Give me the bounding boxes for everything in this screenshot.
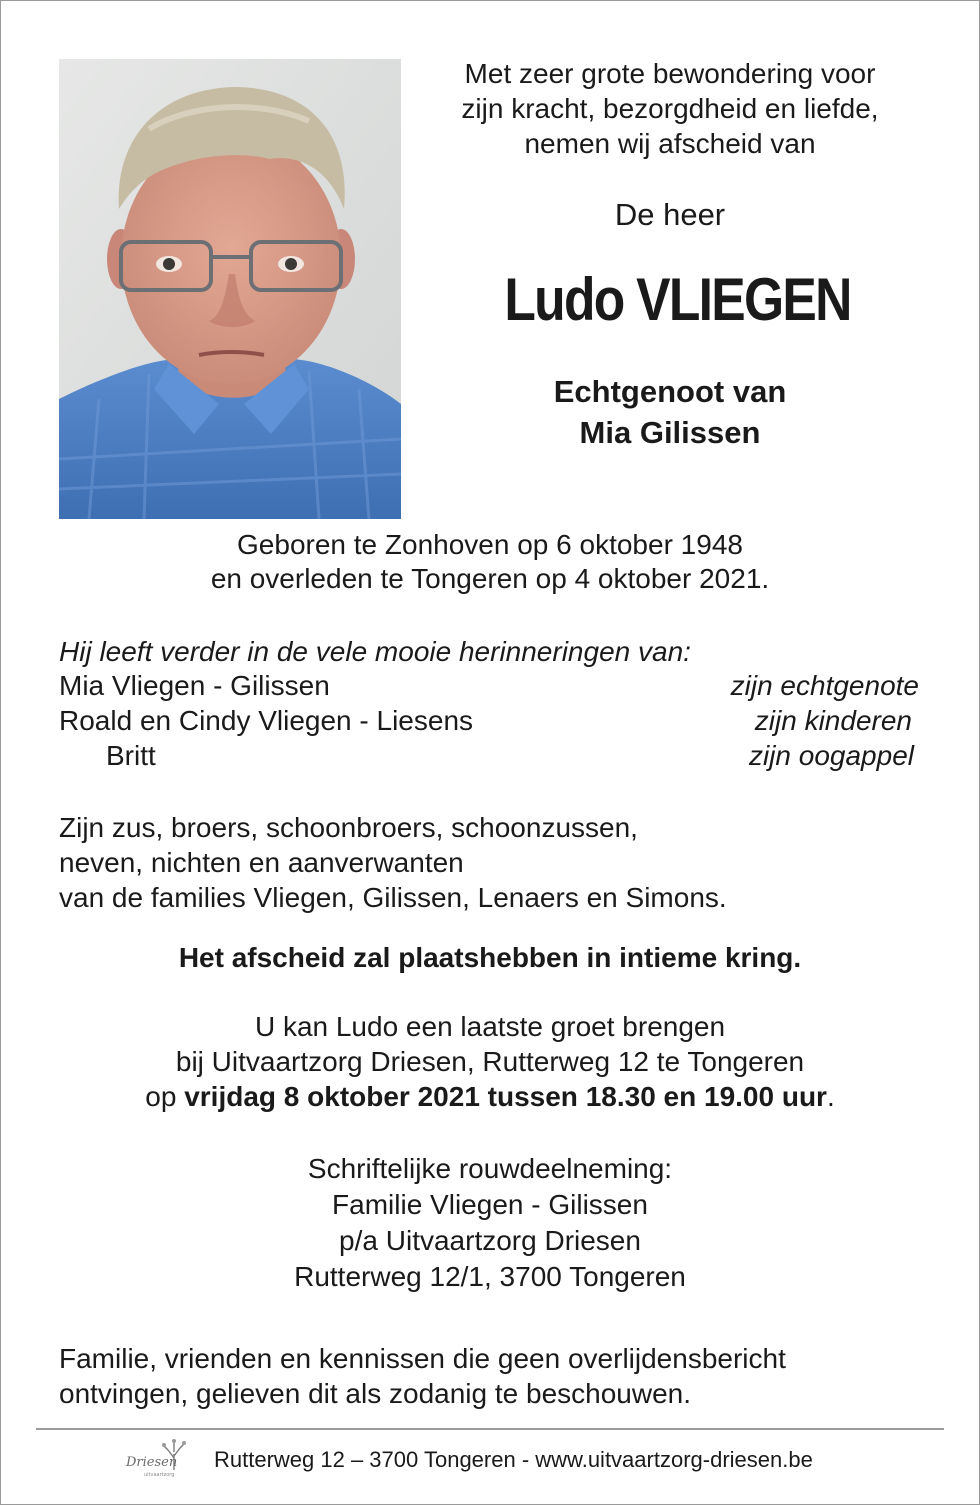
condolence-line: Schriftelijke rouwdeelneming: xyxy=(307,1153,673,1184)
relative-name: Mia Vliegen - Gilissen xyxy=(59,670,330,701)
closing-line: ontvingen, gelieven dit als zodanig te beschouwen. xyxy=(59,1378,691,1409)
relative-name: Britt xyxy=(106,740,156,771)
portrait-illustration xyxy=(59,59,401,519)
relative-row xyxy=(59,703,919,738)
funeral-home-logo xyxy=(124,1436,196,1482)
spouse-info xyxy=(420,371,920,453)
relative-relation: zijn oogappel xyxy=(748,740,914,771)
spouse-name: Mia Gilissen xyxy=(579,415,761,450)
relative-relation: zijn echtgenote xyxy=(730,670,919,701)
logo-subtext: uitvaartzorg xyxy=(144,1472,175,1478)
relative-row xyxy=(59,738,919,773)
condolence-line: p/a Uitvaartzorg Driesen xyxy=(339,1225,641,1256)
tree-logo-icon xyxy=(124,1436,196,1482)
intro-line: nemen wij afscheid van xyxy=(524,128,816,159)
visit-datetime: vrijdag 8 oktober 2021 tussen 18.30 en 19.00 uur xyxy=(184,1081,827,1112)
memories-intro: Hij leeft verder in de vele mooie herinneringen van: xyxy=(59,636,691,667)
visit-suffix: . xyxy=(826,1081,835,1112)
footer-divider xyxy=(36,1428,944,1430)
death-line: en overleden te Tongeren op 4 oktober 2021. xyxy=(210,563,770,594)
visit-line: bij Uitvaartzorg Driesen, Rutterweg 12 te Tongeren xyxy=(175,1046,805,1077)
relative-row xyxy=(59,668,919,703)
life-dates xyxy=(0,528,980,596)
family-line: neven, nichten en aanverwanten xyxy=(59,847,464,878)
logo-text: Driesen xyxy=(126,1455,178,1470)
family-line: Zijn zus, broers, schoonbroers, schoonzussen, xyxy=(59,812,638,843)
footer-address: Rutterweg 12 – 3700 Tongeren - www.uitvaartzorg-driesen.be xyxy=(214,1447,813,1472)
condolence-address xyxy=(0,1151,980,1295)
condolence-line: Familie Vliegen - Gilissen xyxy=(332,1189,648,1220)
closing-line: Familie, vrienden en kennissen die geen overlijdensbericht xyxy=(59,1343,786,1374)
relative-relation: zijn kinderen xyxy=(754,705,912,736)
visit-prefix: op xyxy=(145,1081,177,1112)
visit-line xyxy=(0,1079,980,1114)
closing-note xyxy=(59,1341,786,1411)
spouse-label: Echtgenoot van xyxy=(553,374,787,409)
visitation-info xyxy=(0,1009,980,1114)
condolence-line: Rutterweg 12/1, 3700 Tongeren xyxy=(294,1261,686,1292)
family-line: van de families Vliegen, Gilissen, Lenaers en Simons. xyxy=(59,882,727,913)
farewell-notice: Het afscheid zal plaatshebben in intieme kring. xyxy=(178,942,802,973)
deceased-name: Ludo VLIEGEN xyxy=(504,266,851,333)
birth-line: Geboren te Zonhoven op 6 oktober 1948 xyxy=(237,529,743,560)
intro-line: Met zeer grote bewondering voor xyxy=(464,58,876,89)
intro-line: zijn kracht, bezorgdheid en liefde, xyxy=(461,93,879,124)
honorific: De heer xyxy=(614,197,726,232)
extended-family xyxy=(59,810,727,915)
visit-line: U kan Ludo een laatste groet brengen xyxy=(254,1011,726,1042)
relative-name: Roald en Cindy Vliegen - Liesens xyxy=(59,705,474,736)
intro-text xyxy=(420,56,920,161)
portrait-photo xyxy=(59,59,401,519)
